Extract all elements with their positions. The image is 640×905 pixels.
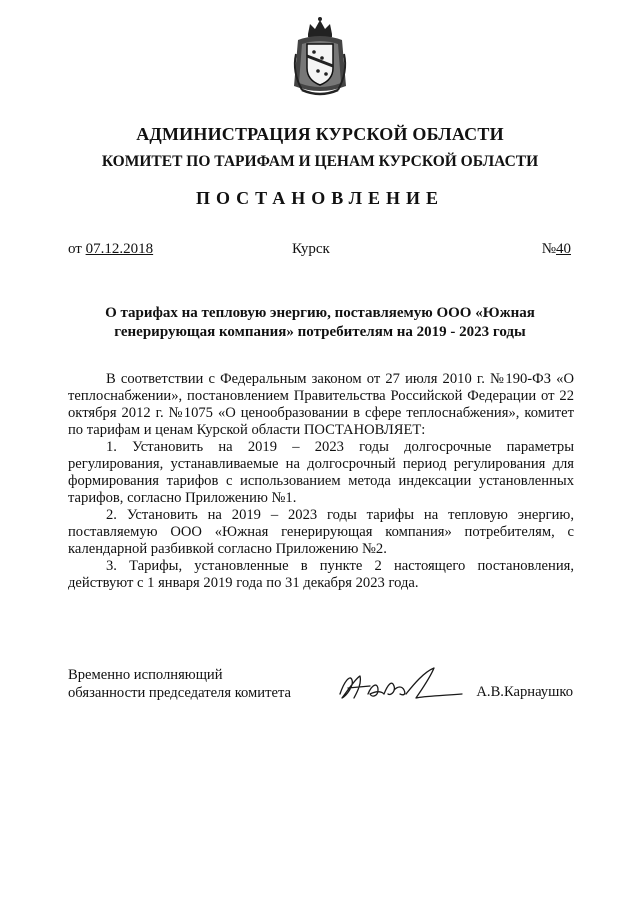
document-type: ПОСТАНОВЛЕНИЕ: [195, 188, 445, 208]
document-date: [68, 241, 153, 258]
document-number: [542, 241, 571, 258]
signer-position: [68, 666, 291, 702]
signer-position-line: Временно исполняющий: [68, 667, 223, 683]
document-body: [68, 371, 574, 592]
administration-title: АДМИНИСТРАЦИЯ КУРСКОЙ ОБЛАСТИ: [136, 124, 504, 144]
clause-paragraph: 2. Установить на 2019 – 2023 годы тарифы на тепловую энергию, поставляемую ООО «Южная генерирующая компания» потребителям, с календарной разбивкой согласно Приложению №2.: [68, 507, 574, 557]
preamble-paragraph: В соответствии с Федеральным законом от 27 июля 2010 г. №190-ФЗ «О теплоснабжении», постановлением Правительства Российской Федерации от 22 октября 2012 г. №1075 «О ценообразовании в сфере теплоснабжения», комитет по тарифам и ценам Курской области ПОСТАНОВЛЯЕТ:: [68, 371, 574, 438]
document-title: О тарифах на тепловую энергию, поставляемую ООО «Южная генерирующая компания» потребителям на 2019 - 2023 годы: [105, 305, 535, 340]
number-prefix: №: [541, 241, 556, 257]
number-value: 40: [556, 241, 571, 257]
signer-position-line: обязанности председателя комитета: [68, 685, 291, 701]
coat-of-arms-icon: [288, 14, 352, 98]
city: Курск: [292, 241, 330, 257]
date-value: 07.12.2018: [85, 241, 154, 257]
committee-title: КОМИТЕТ ПО ТАРИФАМ И ЦЕНАМ КУРСКОЙ ОБЛАСТИ: [101, 153, 539, 170]
handwritten-signature: [334, 664, 468, 710]
date-prefix: от: [68, 241, 82, 257]
clause-paragraph: 1. Установить на 2019 – 2023 годы долгосрочные параметры регулирования, устанавливаемые на долгосрочный период регулирования для формирования тарифов с использованием метода индексации установленных тарифов, согласно Приложению №1.: [68, 439, 574, 506]
signer-name: А.В.Карнаушко: [476, 684, 573, 700]
clause-paragraph: 3. Тарифы, установленные в пункте 2 настоящего постановления, действуют с 1 января 2019 года по 31 декабря 2023 года.: [68, 558, 574, 591]
